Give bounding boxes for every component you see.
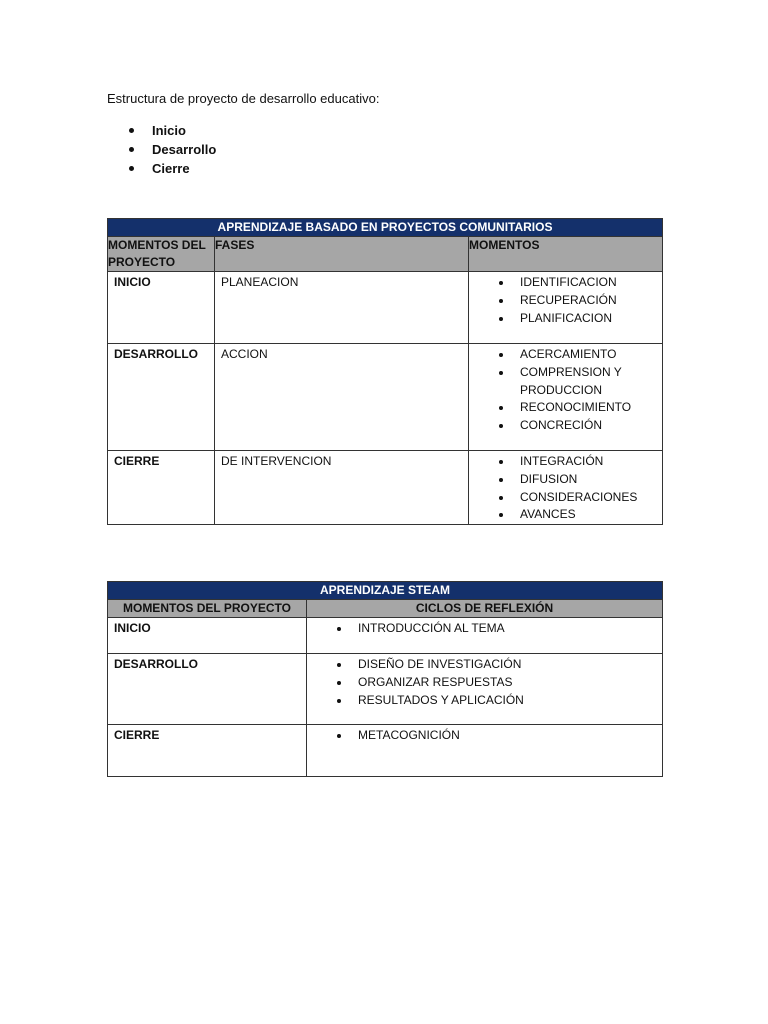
ciclos-list [307,618,662,638]
table-row [108,272,663,344]
momento-cell [108,618,307,654]
momento-label: INICIO [114,621,151,635]
fase-label: DE INTERVENCION [221,454,332,468]
table-proyectos-comunitarios [107,218,663,525]
intro-list-item: Desarrollo [129,140,216,159]
list-item: DISEÑO DE INVESTIGACIÓN [307,656,662,674]
list-item: INTRODUCCIÓN AL TEMA [307,620,662,638]
momento-cell [108,725,307,777]
intro-list [129,121,216,178]
table-row [108,451,663,525]
momentos-cell [469,344,663,451]
list-item: CONCRECIÓN [469,417,662,435]
intro-list-item: Inicio [129,121,216,140]
table-row [108,725,663,777]
column-header: MOMENTOS DEL PROYECTO [108,237,215,272]
momentos-cell [469,272,663,344]
list-item: RECONOCIMIENTO [469,399,662,417]
intro-list-item: Cierre [129,159,216,178]
ciclos-cell [307,618,663,654]
list-item: ORGANIZAR RESPUESTAS [307,674,662,692]
list-item: IDENTIFICACION [469,274,662,292]
fase-cell [215,344,469,451]
list-item: RECUPERACIÓN [469,292,662,310]
list-item: COMPRENSION Y PRODUCCION [469,364,662,400]
table-steam [107,581,663,777]
column-header: MOMENTOS DEL PROYECTO [108,600,307,618]
momentos-list [469,272,662,327]
table-title: APRENDIZAJE BASADO EN PROYECTOS COMUNITARIOS [108,219,663,237]
momento-label: DESARROLLO [114,347,198,361]
list-item: AVANCES [469,506,662,524]
momento-cell [108,654,307,725]
ciclos-cell [307,654,663,725]
list-item: METACOGNICIÓN [307,727,662,745]
fase-label: PLANEACION [221,275,299,289]
column-header: MOMENTOS [469,237,663,272]
list-item: CONSIDERACIONES [469,489,662,507]
fase-cell [215,451,469,525]
momento-label: INICIO [114,275,151,289]
momento-label: CIERRE [114,728,160,742]
list-item: PLANIFICACION [469,310,662,328]
momento-label: DESARROLLO [114,657,198,671]
fase-label: ACCION [221,347,268,361]
intro-heading: Estructura de proyecto de desarrollo educativo: [107,91,380,106]
momentos-cell [469,451,663,525]
ciclos-list [307,654,662,709]
momentos-list [469,344,662,435]
column-header: FASES [215,237,469,272]
momento-cell [108,451,215,525]
list-item: INTEGRACIÓN [469,453,662,471]
momento-label: CIERRE [114,454,160,468]
fase-cell [215,272,469,344]
column-header: CICLOS DE REFLEXIÓN [307,600,663,618]
list-item: DIFUSION [469,471,662,489]
table-row [108,344,663,451]
list-item: ACERCAMIENTO [469,346,662,364]
table-title: APRENDIZAJE STEAM [108,582,663,600]
ciclos-list [307,725,662,745]
momento-cell [108,344,215,451]
table-row [108,654,663,725]
ciclos-cell [307,725,663,777]
table-row [108,618,663,654]
momentos-list [469,451,662,524]
momento-cell [108,272,215,344]
list-item: RESULTADOS Y APLICACIÓN [307,692,662,710]
